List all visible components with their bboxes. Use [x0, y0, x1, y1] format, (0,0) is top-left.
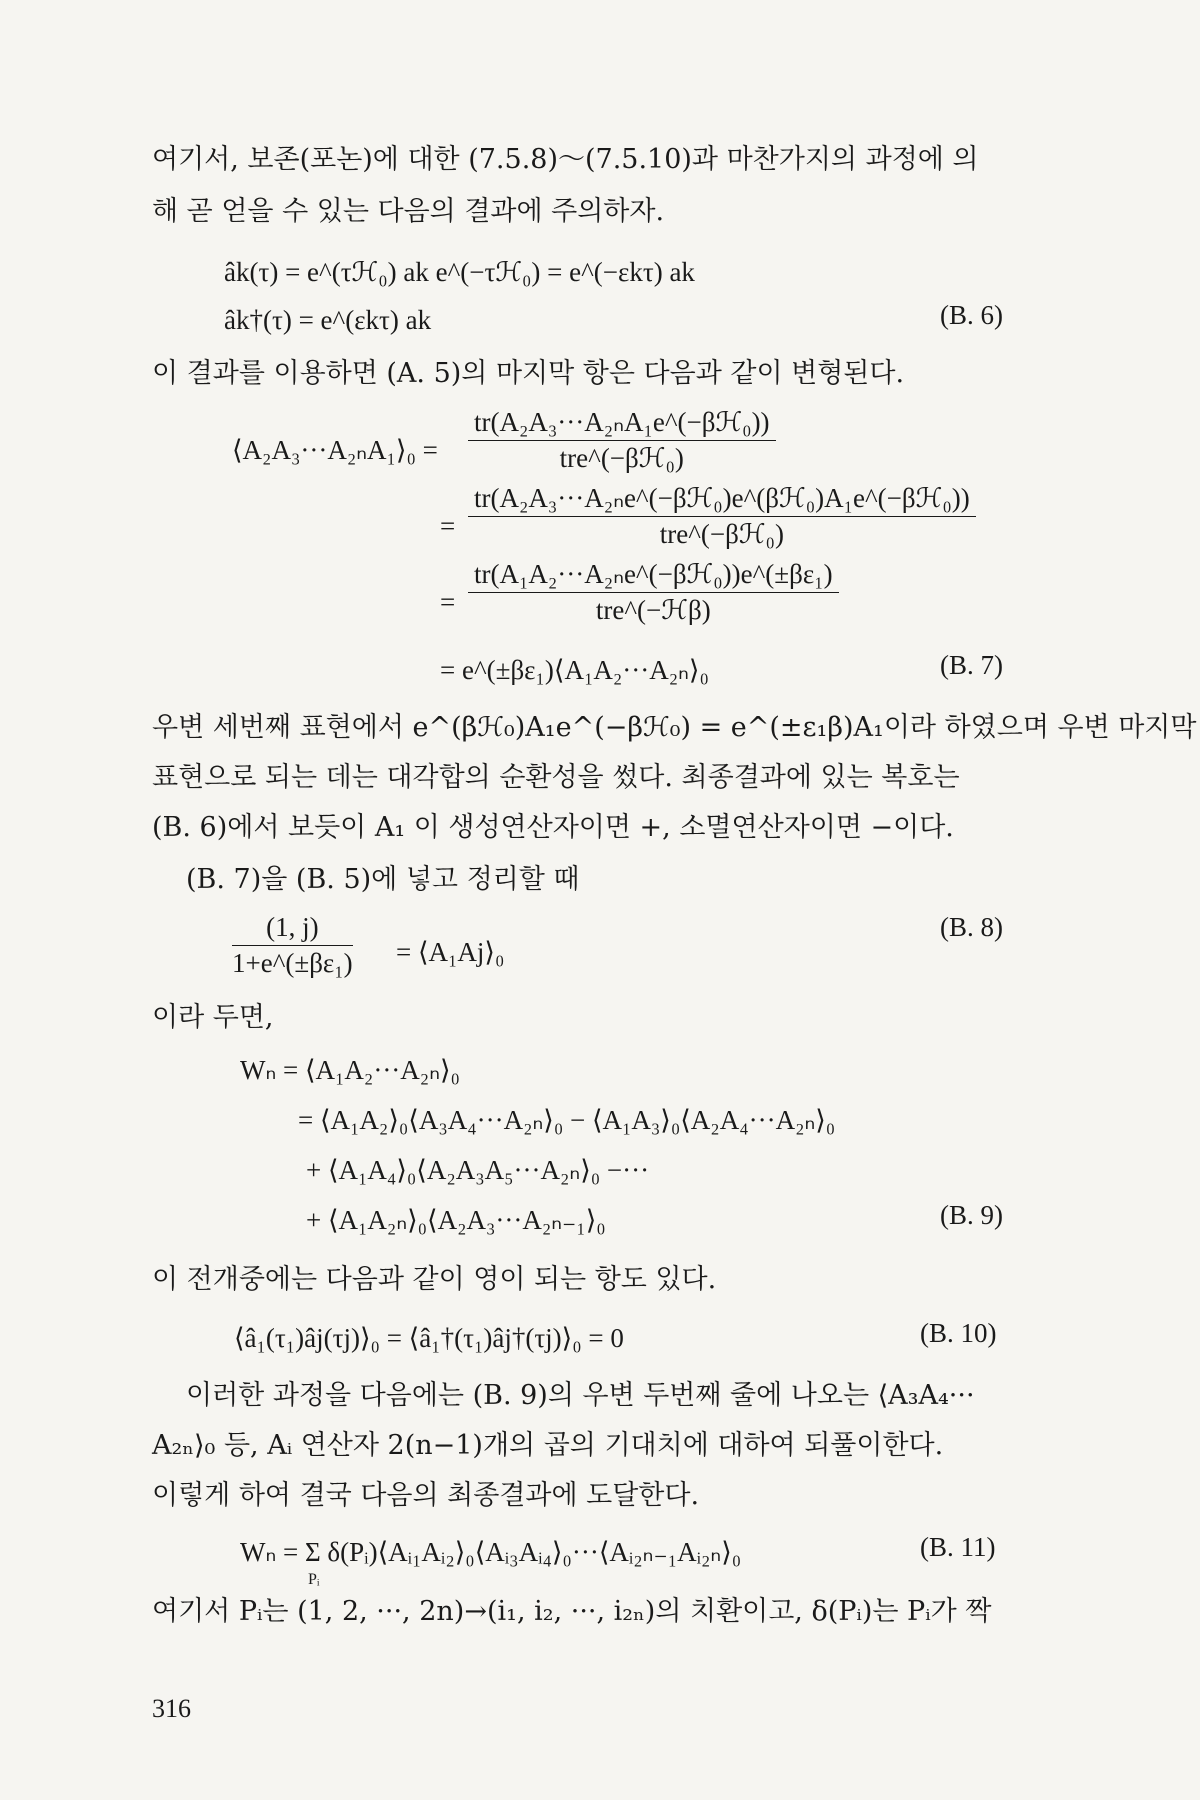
equation-b8-fraction — [232, 912, 353, 979]
paragraph6: 이 전개중에는 다음과 같이 영이 되는 항도 있다. — [152, 1264, 717, 1295]
equation-b6-tag: (B. 6) — [940, 300, 1003, 330]
paragraph1-line1: 여기서, 보존(포논)에 대한 (7.5.8)～(7.5.10)과 마찬가지의 과정에 의 — [152, 144, 979, 175]
equation-b10: ⟨â₁(τ₁)âj(τj)⟩₀ = ⟨â₁†(τ₁)âj†(τj)⟩₀ = 0 — [234, 1323, 624, 1353]
paragraph1-line2: 해 곧 얻을 수 있는 다음의 결과에 주의하자. — [152, 196, 665, 227]
fraction-numerator: tr(A₂A₃···A₂ₙA₁e^(−βℋ₀)) — [474, 407, 770, 437]
fraction-denominator: tre^(−βℋ₀) — [659, 519, 784, 549]
fraction-denominator: tre^(−βℋ₀) — [559, 443, 684, 473]
paragraph8: 여기서 Pᵢ는 (1, 2, ···, 2n)→(i₁, i₂, ···, i₂ₙ)의 치환이고, δ(Pᵢ)는 Pᵢ가 짝 — [152, 1596, 992, 1627]
fraction-numerator: tr(A₂A₃···A₂ₙe^(−βℋ₀)e^(βℋ₀)A₁e^(−βℋ₀)) — [474, 483, 970, 513]
equation-b7-tag: (B. 7) — [940, 650, 1003, 680]
fraction-bar — [232, 945, 353, 946]
equation-b6-line2: âk†(τ) = e^(εkτ) ak — [224, 305, 432, 335]
paragraph5: 이라 두면, — [152, 1002, 274, 1033]
equation-b9-line3: + ⟨A₁A₄⟩₀⟨A₂A₃A₅···A₂ₙ⟩₀ −··· — [306, 1155, 650, 1185]
equation-b6-line1: âk(τ) = e^(τℋ₀) ak e^(−τℋ₀) = e^(−εkτ) ak — [224, 257, 695, 287]
equation-b8-rhs: = ⟨A₁Aj⟩₀ — [396, 937, 505, 967]
equation-b7-fraction-1 — [468, 407, 776, 474]
paragraph3-line2: 표현으로 되는 데는 대각합의 순환성을 썼다. 최종결과에 있는 복호는 — [152, 762, 960, 793]
paragraph2: 이 결과를 이용하면 (A. 5)의 마지막 항은 다음과 같이 변형된다. — [152, 358, 905, 389]
fraction-bar — [468, 592, 839, 593]
fraction-numerator: (1, j) — [266, 912, 319, 942]
equation-b7-line4: = e^(±βε₁)⟨A₁A₂···A₂ₙ⟩₀ — [440, 655, 709, 685]
fraction-bar — [468, 516, 976, 517]
paragraph7-line1: 이러한 과정을 다음에는 (B. 9)의 우변 두번째 줄에 나오는 ⟨A₃A₄··· — [186, 1380, 975, 1411]
fraction-bar — [468, 440, 776, 441]
equation-b10-tag: (B. 10) — [920, 1318, 997, 1348]
paragraph3-line1: 우변 세번째 표현에서 e^(βℋ₀)A₁e^(−βℋ₀) = e^(±ε₁β)A₁이라 하였으며 우변 마지막 — [152, 712, 1197, 743]
equation-b7-fraction-3 — [468, 559, 839, 626]
fraction-numerator: tr(A₁A₂···A₂ₙe^(−βℋ₀))e^(±βε₁) — [474, 559, 833, 589]
fraction-denominator: tre^(−ℋβ) — [595, 595, 711, 625]
fraction-denominator: 1+e^(±βε₁) — [232, 948, 353, 978]
equation-b11-tag: (B. 11) — [920, 1532, 996, 1562]
equation-b11: Wₙ = Σ δ(Pᵢ)⟨Aᵢ₁Aᵢ₂⟩₀⟨Aᵢ₃Aᵢ₄⟩₀···⟨Aᵢ₂ₙ₋₁Aᵢ₂ₙ⟩₀ — [240, 1537, 742, 1567]
paragraph7-line2: A₂ₙ⟩₀ 등, Aᵢ 연산자 2(n−1)개의 곱의 기대치에 대하여 되풀이한다. — [152, 1430, 944, 1461]
paragraph3-line3: (B. 6)에서 보듯이 A₁ 이 생성연산자이면 +, 소멸연산자이면 −이다. — [152, 812, 954, 843]
equation-b7-equals-2: = — [440, 511, 456, 541]
equation-b9-line4: + ⟨A₁A₂ₙ⟩₀⟨A₂A₃···A₂ₙ₋₁⟩₀ — [306, 1205, 606, 1235]
equation-b7-lhs: ⟨A₂A₃···A₂ₙA₁⟩₀ = — [232, 435, 438, 465]
equation-b7-fraction-2 — [468, 483, 976, 550]
equation-b9-line1: Wₙ = ⟨A₁A₂···A₂ₙ⟩₀ — [240, 1055, 460, 1085]
paragraph4: (B. 7)을 (B. 5)에 넣고 정리할 때 — [186, 864, 580, 895]
equation-b8-tag: (B. 8) — [940, 912, 1003, 942]
page-number: 316 — [152, 1694, 191, 1723]
equation-b7-equals-3: = — [440, 587, 456, 617]
paragraph7-line3: 이렇게 하여 결국 다음의 최종결과에 도달한다. — [152, 1480, 700, 1511]
equation-b9-line2: = ⟨A₁A₂⟩₀⟨A₃A₄···A₂ₙ⟩₀ − ⟨A₁A₃⟩₀⟨A₂A₄···A₂ₙ⟩₀ — [298, 1105, 836, 1135]
equation-b11-sum-subscript: Pᵢ — [308, 1571, 320, 1588]
equation-b9-tag: (B. 9) — [940, 1200, 1003, 1230]
